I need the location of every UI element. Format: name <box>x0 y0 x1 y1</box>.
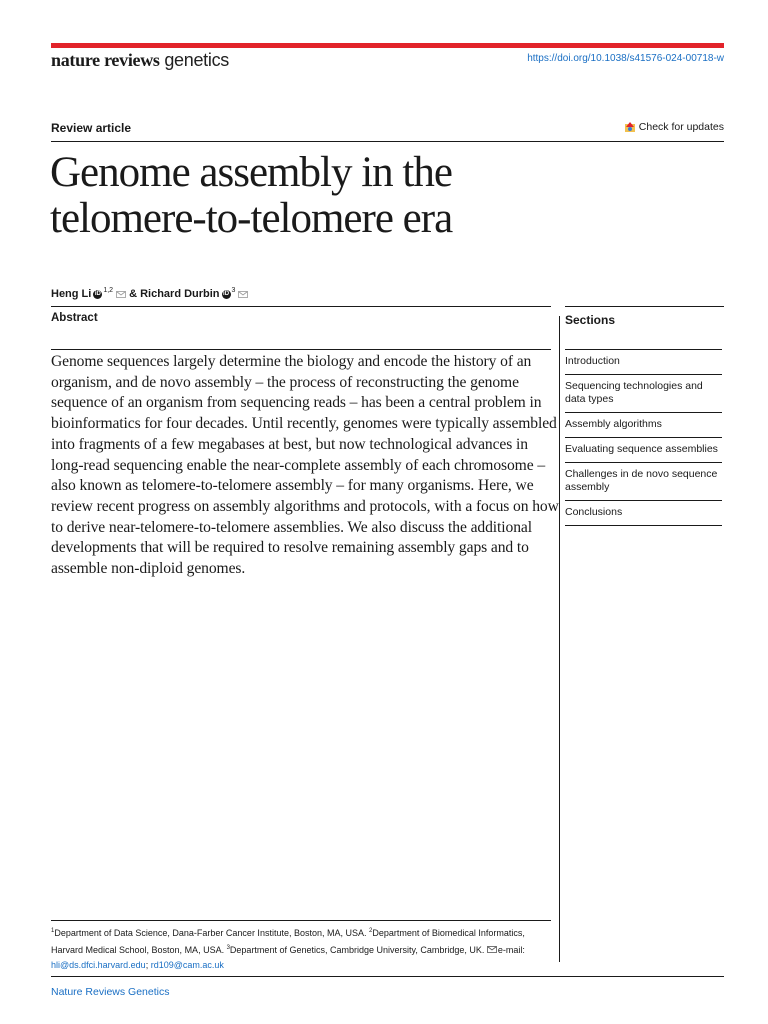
abstract-heading: Abstract <box>51 312 98 324</box>
email-icon[interactable] <box>238 291 248 298</box>
article-type: Review article <box>51 121 132 135</box>
article-title <box>50 150 650 242</box>
author-list <box>51 288 248 300</box>
title-line-2: telomere-to-telomere era <box>50 195 453 242</box>
affiliation-2: Department of Biomedical Informatics, Harvard Medical School, Boston, MA, USA. <box>51 928 525 955</box>
orcid-icon[interactable]: iD <box>223 290 230 297</box>
check-updates-button[interactable] <box>624 121 724 133</box>
section-link-assembly-algorithms[interactable]: Assembly algorithms <box>565 412 722 437</box>
email-separator: ; <box>145 960 151 970</box>
email-icon <box>487 946 497 953</box>
affiliation-1: Department of Data Science, Dana-Farber Cancer Institute, Boston, MA, USA. <box>54 928 369 938</box>
journal-accent-bar <box>51 43 724 48</box>
column-divider <box>559 316 560 962</box>
email-link-2[interactable]: rd109@cam.ac.uk <box>150 960 224 970</box>
orcid-icon[interactable]: iD <box>94 290 101 297</box>
author-affiliation-sup: 1,2 <box>103 286 114 294</box>
affiliation-3: Department of Genetics, Cambridge University, Cambridge, UK. <box>229 945 487 955</box>
sections-nav <box>565 349 722 526</box>
email-label: e-mail: <box>497 945 525 955</box>
footnote-sup: 2 <box>368 928 373 934</box>
check-updates-label: Check for updates <box>638 121 724 133</box>
check-updates-icon <box>624 121 636 133</box>
section-link-challenges[interactable]: Challenges in de novo sequence assembly <box>565 462 722 500</box>
affiliations-footnote <box>51 924 551 973</box>
email-link-1[interactable]: hli@ds.dfci.harvard.edu <box>51 960 146 970</box>
author-name[interactable]: Heng Li <box>51 288 92 300</box>
header-divider <box>51 141 724 142</box>
footnote-divider <box>51 920 551 921</box>
author-name[interactable]: & Richard Durbin <box>129 288 220 300</box>
journal-name-bold: nature reviews <box>51 50 160 70</box>
section-link-sequencing-technologies[interactable]: Sequencing technologies and data types <box>565 374 722 412</box>
section-link-conclusions[interactable]: Conclusions <box>565 500 722 526</box>
footnote-sup: 1 <box>51 928 55 934</box>
doi-link[interactable]: https://doi.org/10.1038/s41576-024-00718-w <box>527 53 724 64</box>
journal-name-light: genetics <box>164 50 229 70</box>
authors-divider <box>51 306 551 307</box>
sidebar-top-divider <box>565 306 724 307</box>
author-affiliation-sup: 3 <box>231 286 236 294</box>
footnote-sup: 3 <box>226 945 230 951</box>
footer-divider <box>51 976 724 977</box>
sections-heading: Sections <box>565 313 616 327</box>
section-link-evaluating-assemblies[interactable]: Evaluating sequence assemblies <box>565 437 722 462</box>
section-link-introduction[interactable]: Introduction <box>565 349 722 374</box>
email-icon[interactable] <box>116 291 126 298</box>
footer-journal-link[interactable]: Nature Reviews Genetics <box>51 986 170 998</box>
title-line-1: Genome assembly in the <box>50 149 452 196</box>
journal-logo <box>51 50 229 71</box>
abstract-text: Genome sequences largely determine the biology and encode the history of an organism, and de novo assembly – the process of reconstructing the genome sequence of an organism from sequencing reads – has been a central problem in bioinformatics for four decades. Until recently, genomes were typically assembled into fragments of a few megabases at best, but now technological advances in long-read sequencing enable the near-complete assembly of each chromosome – also known as telomere-to-telomere assembly – for many organisms. Here, we review recent progress on assembly algorithms and protocols, with a focus on how to derive near-telomere-to-telomere assemblies. We also discuss the additional developments that will be required to resolve remaining assembly gaps and to assemble non-diploid genomes. <box>51 353 559 578</box>
abstract-divider <box>51 349 551 350</box>
